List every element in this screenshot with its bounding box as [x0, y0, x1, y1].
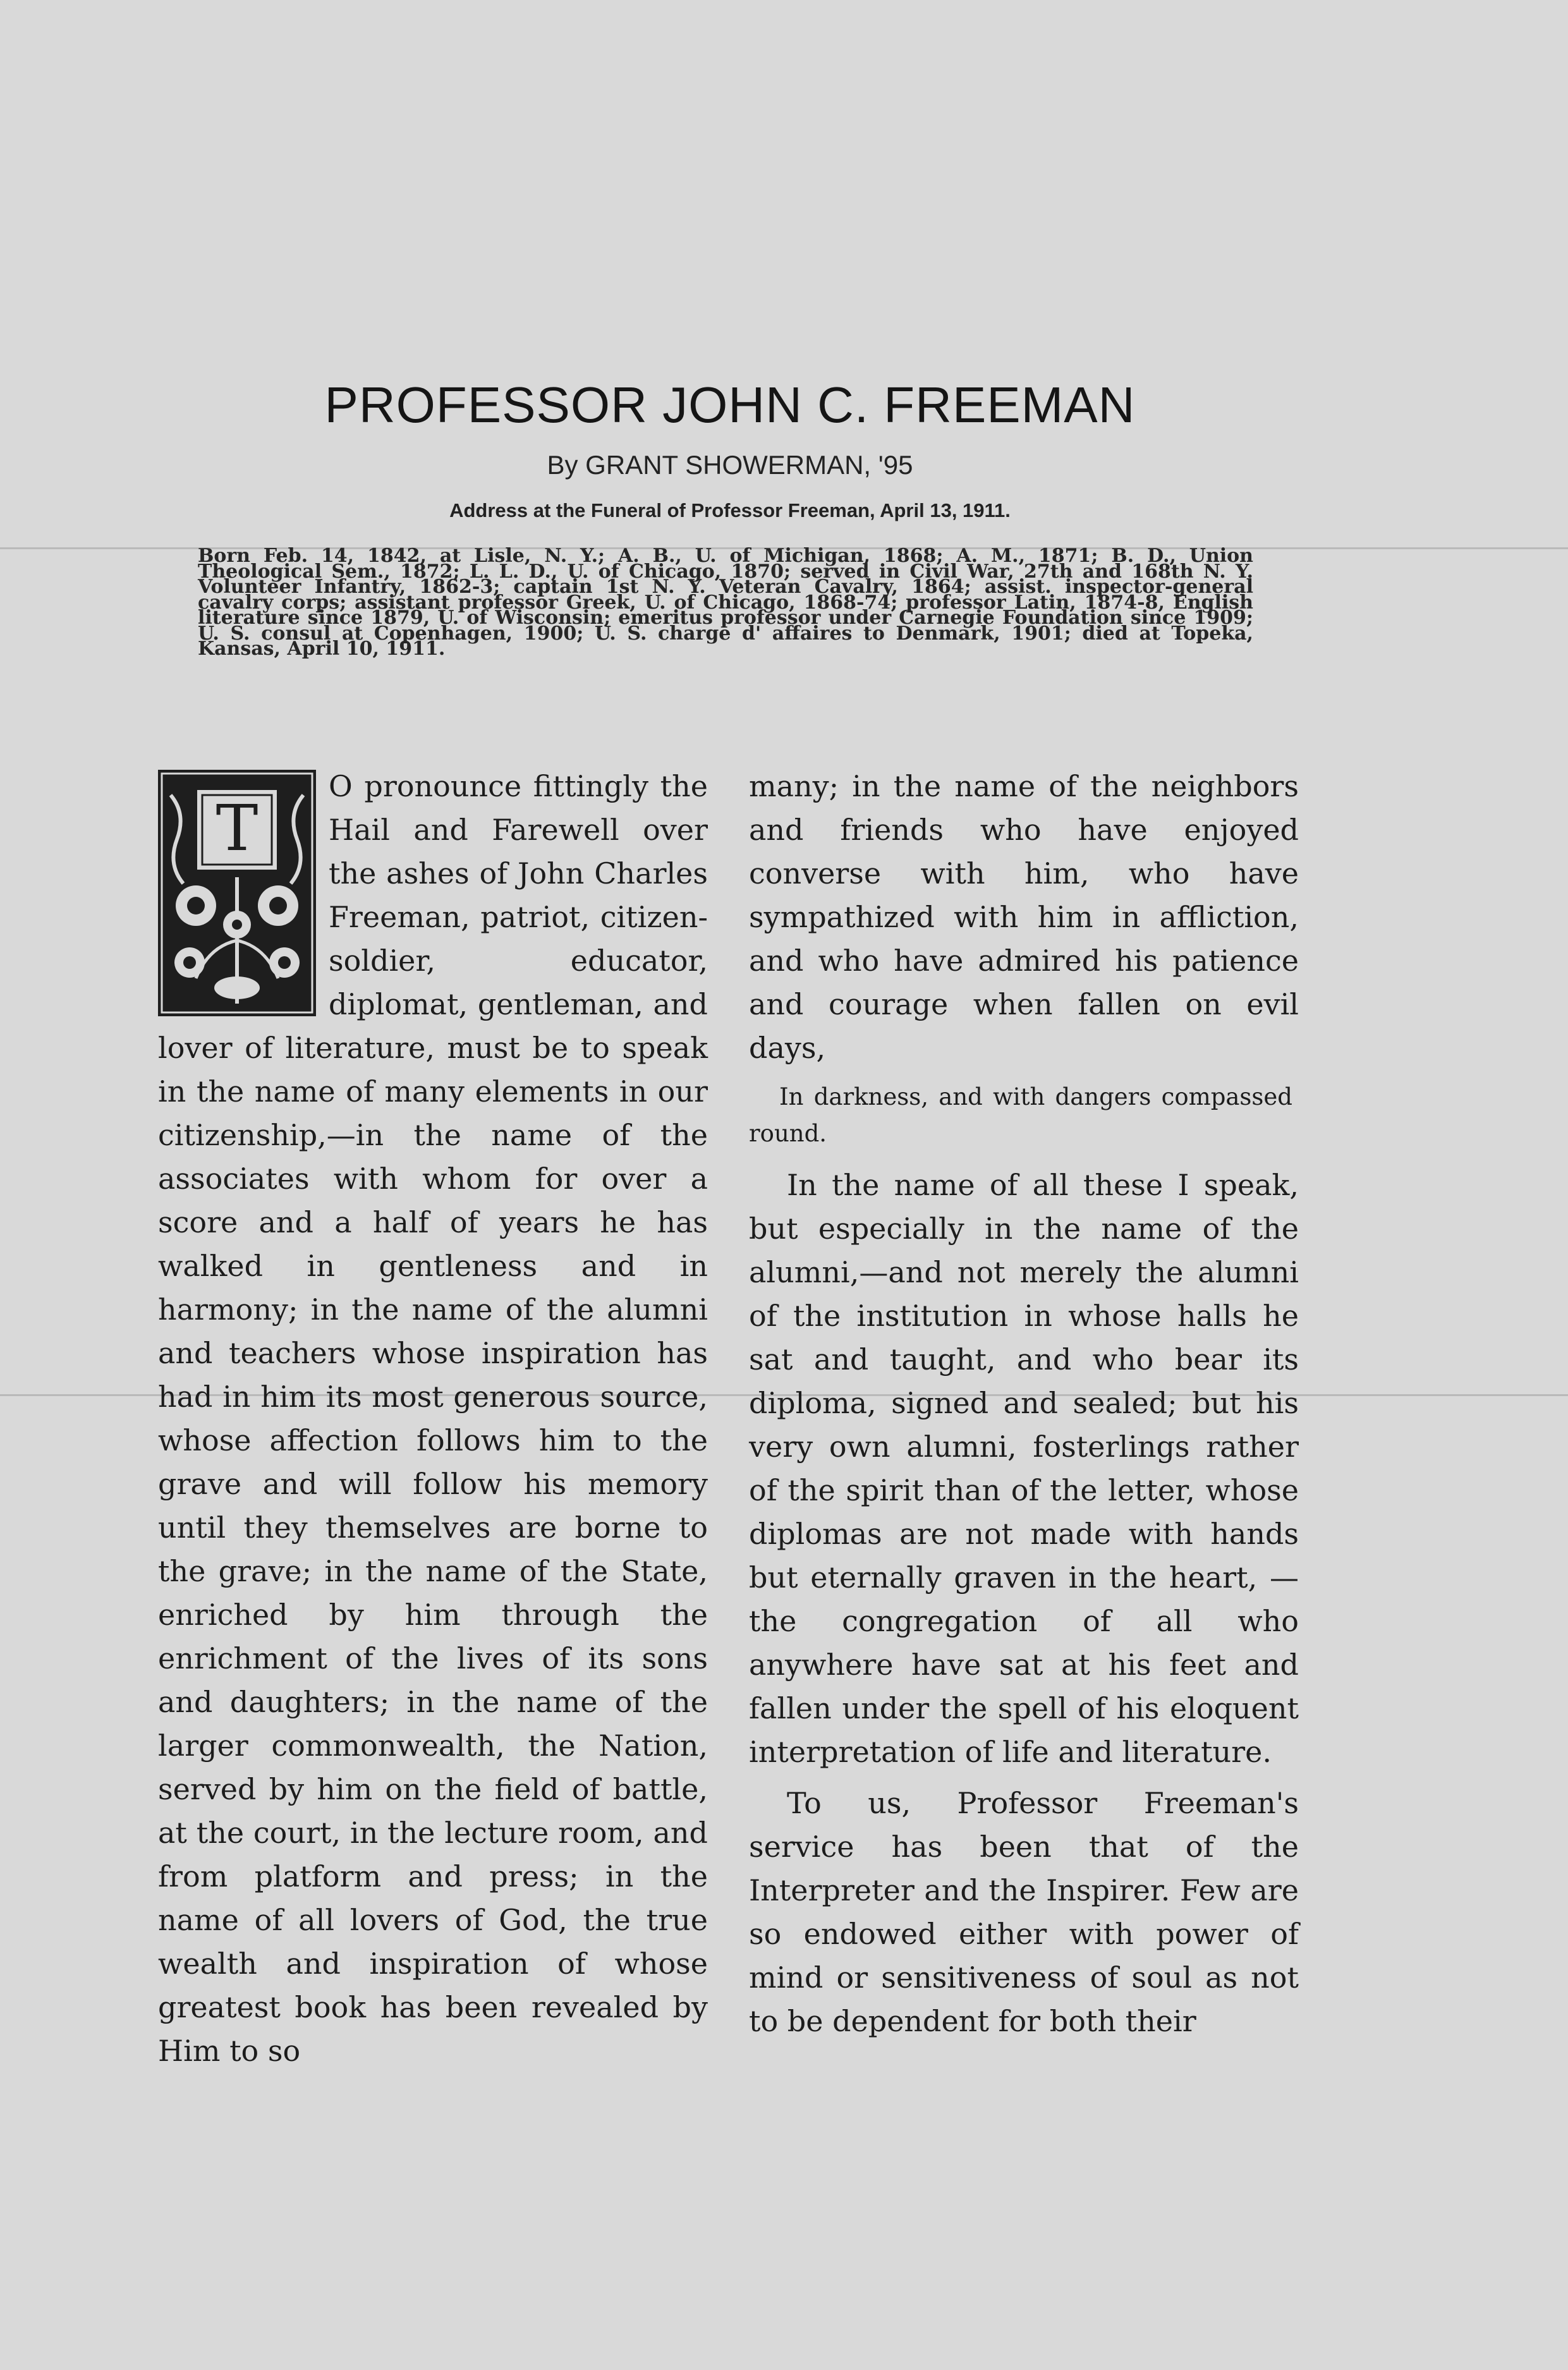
verse-quotation: In darkness, and with dangers compassed round. — [749, 1083, 1292, 1147]
article-subtitle: Address at the Funeral of Professor Freeman, April 13, 1911. — [449, 499, 1011, 521]
ornamental-dropcap — [158, 770, 316, 1016]
interpreter-paragraph: To us, Professor Freeman's service has been that of the Interpreter and the Inspirer. Few are so endowed either with power of mind or sensitiveness of soul as not to be dependent for both their — [749, 1786, 1299, 2038]
article-title: PROFESSOR JOHN C. FREEMAN — [324, 377, 1136, 433]
left-column — [158, 765, 708, 2073]
opening-paragraph: O pronounce fittingly the Hail and Farewell over the ashes of John Charles Freeman, patriot, citizen-soldier, educator, diplomat, gentleman, and lover of literature, must be to speak in the name of many elements in our citizenship,—in the name of the associates with whom for over a score and a half of years he has walked in gentleness and in harmony; in the name of the alumni and teachers whose inspiration has had in him its most generous source, whose affection follows him to the grave and will follow his memory until they themselves are borne to the grave; in the name of the State, enriched by him through the enrichment of the lives of its sons and daughters; in the name of the larger commonwealth, the Nation, served by him on the field of battle, at the court, in the lecture room, and from platform and press; in the name of all lovers of God, the true wealth and inspiration of whose greatest book has been revealed by Him to so — [158, 769, 708, 2068]
right-column — [749, 765, 1299, 2043]
dropcap-letter: T — [216, 791, 258, 865]
alumni-paragraph: In the name of all these I speak, but especially in the name of the alumni,—and not merely the alumni of the institution in whose halls he sat and taught, and who bear its diploma, signed and sealed; but his very own alumni, fosterlings rather of the spirit than of the letter, whose diplomas are not made with hands but eternally graven in the heart, —the congregation of all who anywhere have sat at his feet and fallen under the spell of his eloquent interpretation of life and literature. — [749, 1168, 1299, 1769]
article-byline: By GRANT SHOWERMAN, '95 — [547, 450, 913, 480]
biographical-note — [198, 545, 1253, 660]
bio-text: Born Feb. 14, 1842, at Lisle, N. Y.; A. B., U. of Michigan, 1868; A. M., 1871; B. D., Union Theological Sem., 1872; L. L. D., U. of Chicago, 1870; served in Civil War, 27th and 168th N. Y. Volunteer Infantry, 1862-3; captain 1st N. Y. Veteran Cavalry, 1864; assist. inspector-general cavalry corps; assistant professor Greek, U. of Chicago, 1868-74; professor Latin, 1874-8, English literature since 1879, U. of Wisconsin; emeritus professor under Carnegie Foundation since 1909; U. S. consul at Copenhagen, 1900; U. S. charge d' affaires to Denmark, 1901; died at Topeka, Kansas, April 10, 1911. — [198, 545, 1253, 660]
continuation-paragraph: many; in the name of the neighbors and friends who have enjoyed converse with him, who have sympathized with him in affliction, and who have admired his patience and courage when fallen on evil days, — [749, 769, 1299, 1065]
